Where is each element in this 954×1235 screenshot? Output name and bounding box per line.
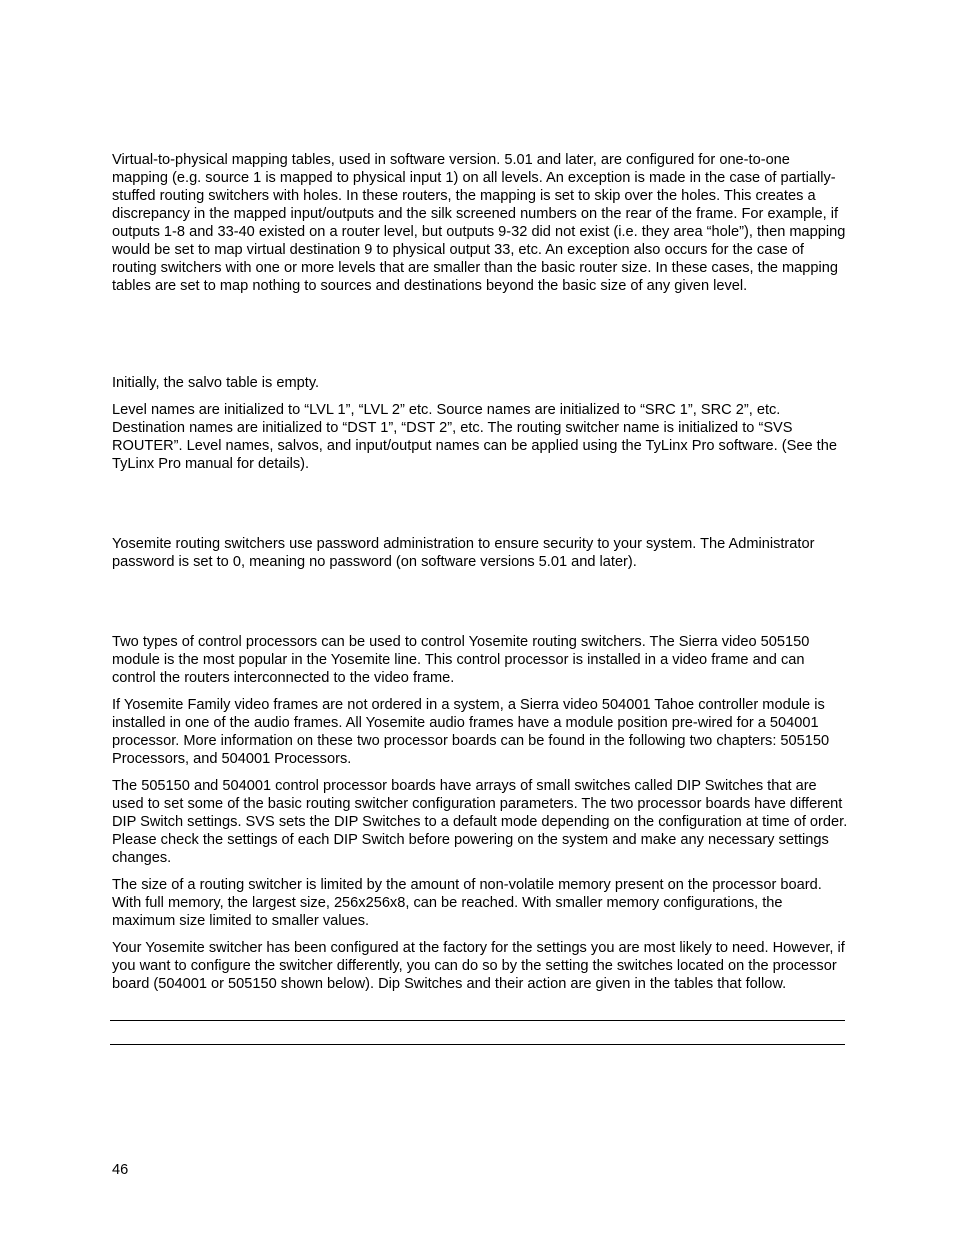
paragraph-mapping-tables: Virtual-to-physical mapping tables, used in software version. 5.01 and later, are configured for one-to-one mapping (e.g. source 1 is mapped to physical input 1) on all levels. An exception is made in the case of partially-stuffed routing switchers with holes. In these routers, the mapping is set to skip over the holes. This creates a discrepancy in the mapped input/outputs and the silk screened numbers on the rear of the frame. For example, if outputs 1-8 and 33-40 existed on a router level, but outputs 9-32 did not exist (i.e. they area “hole”), then mapping would be set to map virtual destination 9 to physical output 33, etc. An exception also occurs for the case of routing switchers with one or more levels that are smaller than the basic router size. In these cases, the mapping tables are set to map nothing to sources and destinations beyond the basic size of any given level. (112, 152, 846, 294)
paragraph-memory-size: The size of a routing switcher is limited by the amount of non-volatile memory present on the processor board. With full memory, the largest size, 256x256x8, can be reached. With smaller memory configurations, the maximum size limited to smaller values. (112, 877, 822, 929)
table-top-rule (110, 1020, 845, 1021)
paragraph-control-processors: Two types of control processors can be used to control Yosemite routing switchers. The Sierra video 505150 module is the most popular in the Yosemite line. This control processor is installed in a video frame and can control the routers interconnected to the video frame. (112, 634, 810, 686)
paragraph-salvo-table: Initially, the salvo table is empty. (112, 375, 320, 391)
paragraph-factory-config: Your Yosemite switcher has been configured at the factory for the settings you are most likely to need. However, if you want to configure the switcher differently, you can do so by the setting the switches located on the processor board (504001 or 505150 shown below). Dip Switches and their action are given in the tables that follow. (112, 940, 845, 992)
table-bottom-rule (110, 1044, 845, 1045)
page-number: 46 (112, 1162, 129, 1178)
paragraph-password: Yosemite routing switchers use password administration to ensure security to your system. The Administrator password is set to 0, meaning no password (on software versions 5.01 and later). (112, 536, 815, 570)
paragraph-tahoe-controller: If Yosemite Family video frames are not ordered in a system, a Sierra video 504001 Tahoe controller module is installed in one of the audio frames. All Yosemite audio frames have a module position pre-wired for a 504001 processor. More information on these two processor boards can be found in the following two chapters: 505150 Processors, and 504001 Processors. (112, 697, 830, 767)
paragraph-names-initialized: Level names are initialized to “LVL 1”, “LVL 2” etc. Source names are initialized to “SRC 1”, SRC 2”, etc. Destination names are initialized to “DST 1”, “DST 2”, etc. The routing switcher name is initialized to “SVS ROUTER”. Level names, salvos, and input/output names can be applied using the TyLinx Pro software. (See the TyLinx Pro manual for details). (112, 402, 837, 472)
paragraph-dip-switches: The 505150 and 504001 control processor boards have arrays of small switches called DIP Switches that are used to set some of the basic routing switcher configuration parameters. The two processor boards have different DIP Switch settings. SVS sets the DIP Switches to a default mode depending on the configuration at time of order. Please check the settings of each DIP Switch before powering on the system and make any necessary settings changes. (112, 778, 848, 866)
